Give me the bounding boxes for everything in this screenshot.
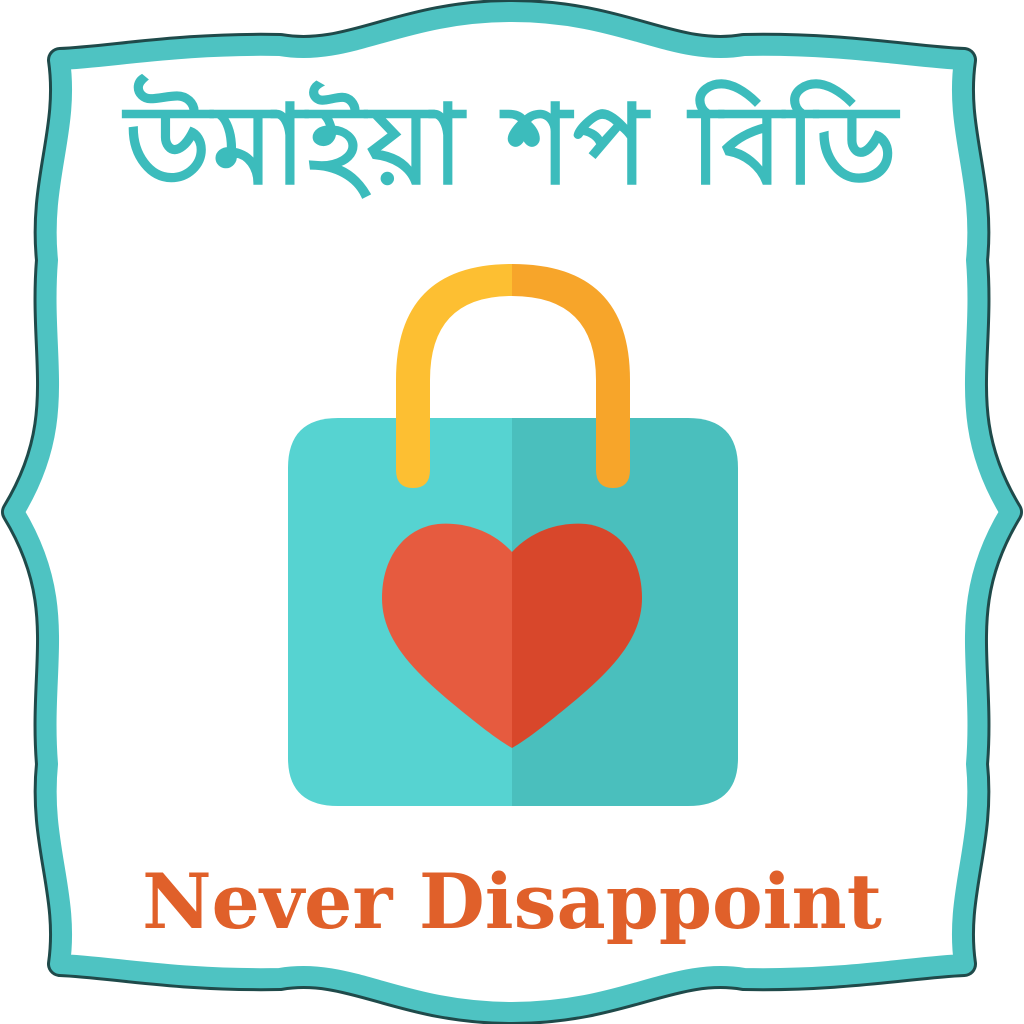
brand-title: উমাইয়া শপ বিডি	[124, 81, 900, 209]
tagline: Never Disappoint	[142, 857, 882, 946]
